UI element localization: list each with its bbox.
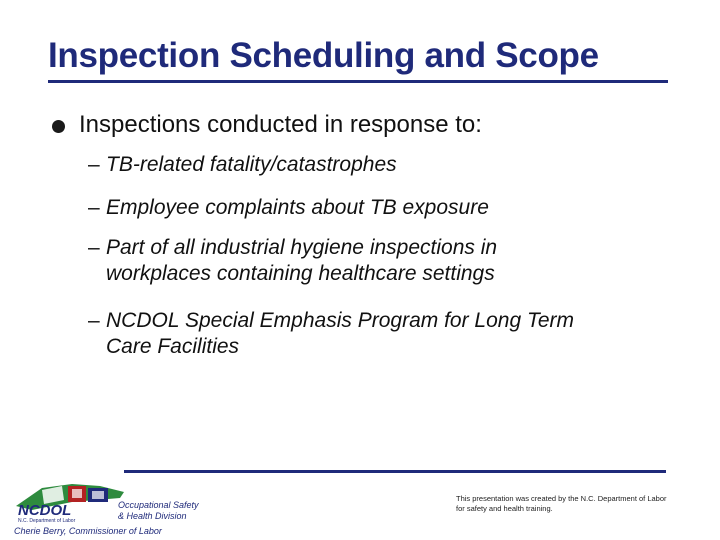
dash-icon: – [88, 236, 100, 259]
logo-division-line1: Occupational Safety [118, 500, 199, 510]
logo-wordmark: NCDOL [18, 502, 72, 519]
logo-division-line2: & Health Division [118, 511, 187, 521]
title-underline [48, 80, 668, 83]
sub-item-text-continued: Care Facilities [106, 335, 240, 358]
sub-item-text: NCDOL Special Emphasis Program for Long Term [106, 309, 575, 332]
logo-commissioner: Cherie Berry, Commissioner of Labor [14, 526, 162, 536]
main-bullet [52, 110, 482, 140]
footer-rule [124, 470, 666, 473]
sub-item-fatality [88, 152, 397, 178]
bullet-dot-icon [52, 120, 65, 133]
main-bullet-text: Inspections conducted in response to: [79, 111, 482, 138]
sub-item-sep [88, 308, 574, 360]
logo-division [118, 500, 199, 522]
slide-title: Inspection Scheduling and Scope [48, 36, 599, 75]
dash-icon: – [88, 196, 100, 219]
sub-item-ih-inspections [88, 235, 497, 287]
sub-item-text: TB-related fatality/catastrophes [106, 153, 397, 176]
sub-item-text-continued: workplaces containing healthcare settings [106, 262, 495, 285]
footer-disclaimer: This presentation was created by the N.C. Department of Labor for safety and health training. [456, 494, 667, 513]
sub-item-text: Employee complaints about TB exposure [106, 196, 489, 219]
dash-icon: – [88, 153, 100, 176]
logo-dept-line: N.C. Department of Labor [18, 518, 76, 524]
sub-item-text: Part of all industrial hygiene inspections in [106, 236, 498, 259]
sub-item-complaints [88, 195, 489, 221]
dash-icon: – [88, 309, 100, 332]
